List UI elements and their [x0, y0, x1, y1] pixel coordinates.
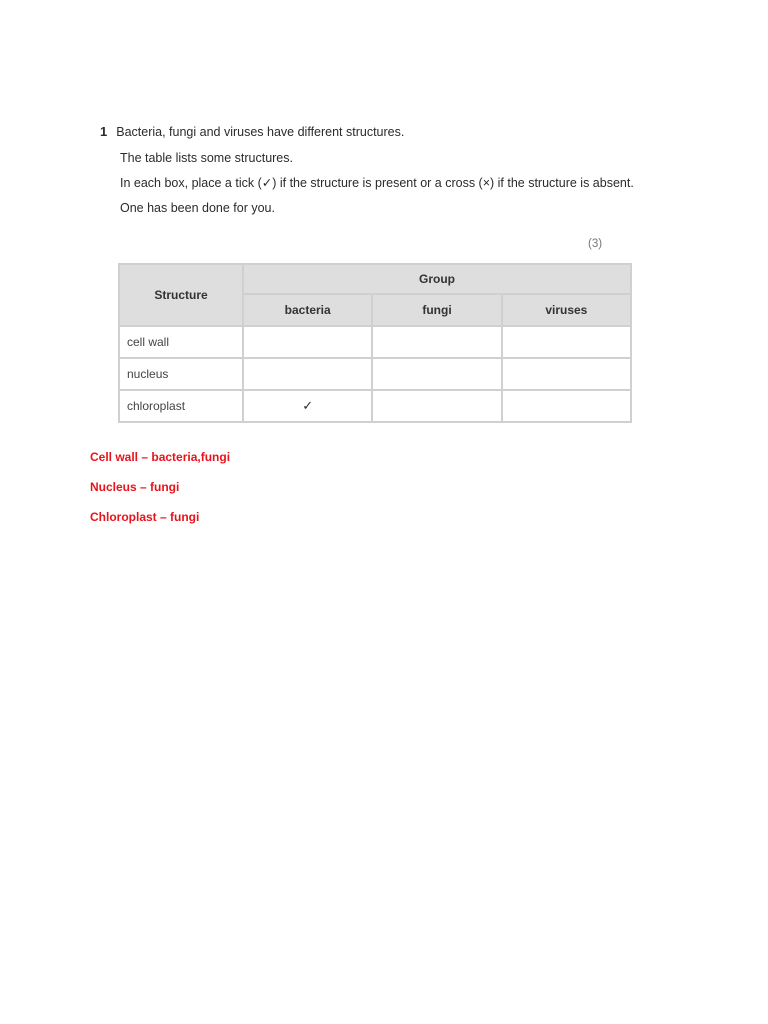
- answer-line-chloroplast: Chloroplast – fungi: [90, 510, 200, 524]
- structure-header: Structure: [119, 264, 243, 326]
- question-line-1: Bacteria, fungi and viruses have different structures.: [116, 125, 405, 139]
- table-row: [119, 358, 631, 390]
- column-header-viruses: viruses: [502, 294, 631, 326]
- table-cell: [502, 358, 631, 390]
- row-label-nucleus: nucleus: [119, 358, 243, 390]
- structures-table: [118, 263, 632, 423]
- marks-label: (3): [588, 238, 603, 250]
- table-cell: [372, 326, 501, 358]
- table-cell: [502, 390, 631, 422]
- answer-block: [90, 449, 230, 539]
- row-label-chloroplast: chloroplast: [119, 390, 243, 422]
- column-header-fungi: fungi: [372, 294, 501, 326]
- table-cell: [502, 326, 631, 358]
- table-cell: [243, 358, 372, 390]
- table-cell: [243, 326, 372, 358]
- column-header-bacteria: bacteria: [243, 294, 372, 326]
- answer-line-cell-wall: Cell wall – bacteria,fungi: [90, 450, 231, 464]
- question-line-4: One has been done for you.: [120, 201, 275, 215]
- table-row: [119, 326, 631, 358]
- question-first-line: [100, 124, 640, 140]
- group-header: Group: [243, 264, 631, 294]
- question-number: 1: [100, 124, 108, 139]
- answer-line-nucleus: Nucleus – fungi: [90, 480, 180, 494]
- tick-mark-cell: ✓: [243, 390, 372, 422]
- question-line-2: The table lists some structures.: [120, 151, 293, 165]
- row-label-cell-wall: cell wall: [119, 326, 243, 358]
- table-cell: [372, 390, 501, 422]
- question-line-3: In each box, place a tick (✓) if the structure is present or a cross (×) if the structure is absent.: [120, 176, 634, 190]
- table-row: [119, 390, 631, 422]
- question-block: [100, 124, 640, 225]
- table-cell: [372, 358, 501, 390]
